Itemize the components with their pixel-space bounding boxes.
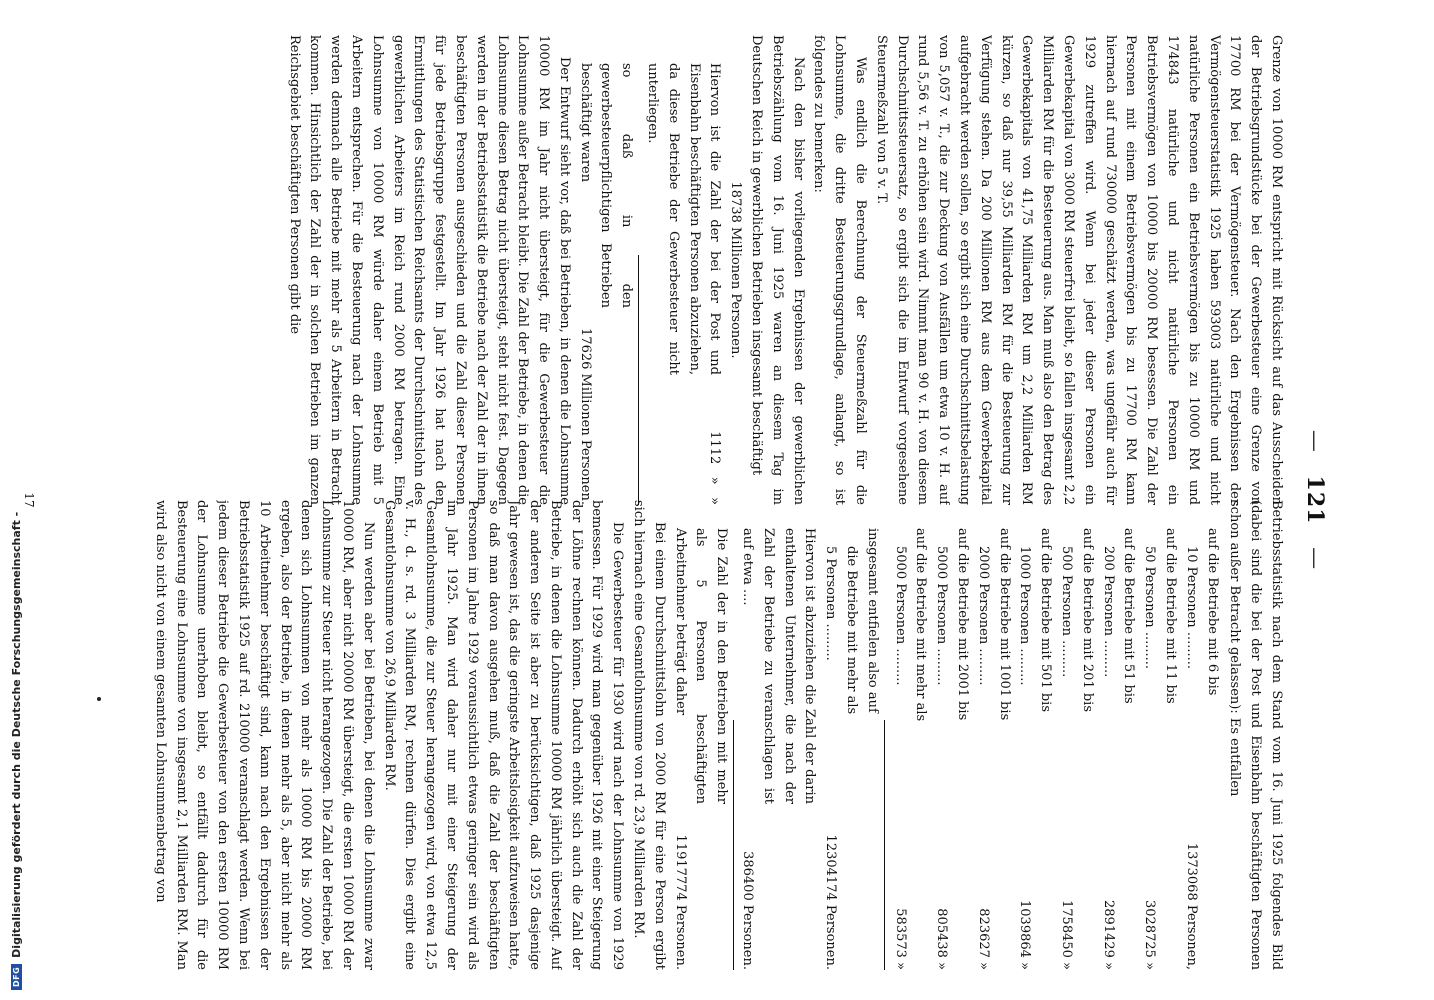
sheet-number: 17: [22, 492, 36, 508]
deduction-row: Hiervon ist die Zahl der bei der Post und Eisenbahn beschäftigten Personen abzuziehen, da diese Betriebe der Gewerbesteuer nicht unterliegen. 1112 » »: [645, 63, 723, 505]
paragraph: Die Gewerbesteuer für 1930 wird nach der Lohnsumme von 1929 bemessen. Für 1929 wird man gegenüber 1926 mit einer Steigerung der Löhne rechnen können. Dadurch erhöht sich auch die Zahl der Betriebe, in denen die Lohnsumme 10000 RM jährlich übersteigt. Auf der anderen Seite ist aber zu berücksichtigen, daß 1925 dasjenige Jahr gewesen ist, das die geringste Arbeitslosigkeit aufzuweisen hatte, so daß man davon ausgehen muß, daß die Zahl der beschäftigten Personen im Jahre 1929 voraussichtlich etwas geringer sein wird als im Jahr 1925. Man wird daher nur mit einer Steigerung der Gesamtlohnsumme, die zur Steuer herangezogen wird, von etwa 12,5 v. H., d. s. rd. 3 Milliarden RM, rechnen dürfen. Dies ergibt eine Gesamtlohnsumme von 26,9 Milliarden RM.: [381, 500, 626, 970]
page-number: 121: [1302, 475, 1328, 525]
page-dot: [97, 697, 101, 701]
table-row: auf die Betriebe mit 6 bis: [1204, 528, 1220, 696]
result-row: so daß in den gewerbesteuerpflichtigen Betrieben beschäftigt waren 17626 Millionen Personen.: [577, 63, 635, 505]
table-row: 1000 Personen ......... 1039864 »: [1017, 546, 1033, 970]
table-row: 10 Personen ......... 1373068 Personen,: [1183, 546, 1199, 970]
table-row: auf die Betriebe mit 201 bis: [1079, 528, 1095, 712]
paragraph: Nach den bisher vorliegenden Ergebnissen der gewerblichen Betriebszählung vom 16. Juni 1925 waren an diesem Tag im Deutschen Reich in gewerblichen Betrieben insgesamt beschäftigt: [749, 35, 806, 505]
deduction-row: Hiervon ist abzuziehen die Zahl der darin enthaltenen Unternehmer, die nach der Zahl der Betriebe zu veranschlagen ist auf etwa .... 386400 Personen.: [740, 528, 818, 970]
paragraph: Grenze von 10000 RM entspricht mit Rücksicht auf das Ausscheiden der Betriebsgrundstücke bei der Gewerbesteuer eine Grenze von 17700 RM bei der Vermögensteuer. Nach den Ergebnissen der Vermögensteuerstatistik 1925 haben 593003 natürliche und nicht natürliche Personen ein Betriebsvermögen bis zu 10000 RM und 174843 natürliche und nicht natürliche Personen ein Betriebsvermögen von 10000 bis 20000 RM besessen. Die Zahl der Personen mit einem Betriebsvermögen bis zu 17700 RM kann hiernach auf rund 730000 geschätzt werden, was ungefähr auch für 1929 zutreffen wird. Wenn bei jeder dieser Personen ein Gewerbekapital von 3000 RM steuerfrei bleibt, so fallen insgesamt 2,2 Milliarden RM für die Besteuerung aus. Man muß also den Betrag des Gewerbekapitals von 41,75 Milliarden RM um 2,2 Milliarden RM kürzen, so daß nur 39,55 Milliarden RM für die Besteuerung zur Verfügung stehen. Da 200 Millionen RM aus dem Gewerbekapital aufgebracht werden sollen, so ergibt sich eine Durchschnittsbelastung von 5,057 v. T., die zur Deckung von Ausfällen um etwa 10 v. H. auf rund 5,56 v. T. zu erhöhen sein wird. Nimmt man 90 v. H. von diesem Durchschnittssteuersatz, so ergibt sich die im Entwurf vorgesehene Steuermeßzahl von 5 v. T.: [873, 35, 1284, 505]
result-row: Die Zahl der in den Betrieben mit mehr als 5 Personen beschäftigten Arbeitnehmer beträgt daher 11917774 Personen.: [672, 528, 730, 970]
dfg-logo-icon: DFG: [11, 964, 22, 990]
sum-rule: [638, 255, 639, 505]
sum-row: insgesamt entfielen also auf: [864, 528, 880, 713]
table-row: 5000 Personen ......... 583573 »: [892, 546, 908, 970]
paragraph: Bei einem Durchschnittslohn von 2000 RM für eine Person ergibt sich hiernach eine Gesamtlohnsumme von rd. 23,9 Milliarden RM.: [631, 500, 667, 970]
sum-rule: [884, 720, 885, 970]
paragraph: Der Entwurf sieht vor, daß bei Betrieben, in denen die Lohnsumme 10000 RM im Jahr nicht übersteigt, für die Gewerbesteuer die Lohnsumme außer Betracht bleibt. Die Zahl der Betriebe, in denen die Lohnsumme diesen Betrag nicht übersteigt, steht nicht fest. Dagegen werden in der Betriebsstatistik die Betriebe nach der Zahl der in ihnen beschäftigten Personen ausgeschieden und die Zahl dieser Personen für jede Betriebsgruppe festgestellt. Im Jahr 1926 hat nach den Ermittlungen des Statistischen Reichsamts der Durchschnittslohn des gewerblichen Arbeiters im Reich rund 2000 RM betragen. Eine Lohnsumme von 10000 RM würde daher einem Betrieb mit 5 Arbeitern entsprechen. Für die Besteuerung nach der Lohnsumme werden demnach alle Betriebe mit mehr als 5 Arbeitern in Betracht kommen. Hinsichtlich der Zahl der in solchen Betrieben im ganzen Reichsgebiet beschäftigten Personen gibt die: [286, 35, 572, 505]
table-row: auf die Betriebe mit 1001 bis: [996, 528, 1012, 721]
right-text-column: [121, 500, 1286, 970]
table-row: auf die Betriebe mit 11 bis: [1163, 528, 1179, 704]
paragraph: Nun werden aber bei Betrieben, bei denen die Lohnsumme zwar 10000 RM, aber nicht 20000 RM übersteigt, die ersten 10000 RM der Lohnsumme zur Steuer nicht herangezogen. Die Zahl der Betriebe, bei denen sich Lohnsummen von mehr als 10000 RM bis 20000 RM ergeben, also der Betriebe, in denen mehr als 5, aber nicht mehr als 10 Arbeitnehmer beschäftigt sind, kann nach den Ergebnissen der Betriebsstatistik 1925 auf rd. 210000 veranschlagt werden. Wenn bei jedem dieser Betriebe die Gewerbesteuer von den ersten 10000 RM der Lohnsumme unerhoben bleibt, so entfällt dadurch für die Besteuerung eine Lohnsumme von insgesamt 2,1 Milliarden RM. Man wird also nicht von einem gesamten Lohnsummenbetrag von: [152, 500, 376, 970]
table-row: auf die Betriebe mit 501 bis: [1038, 528, 1054, 712]
total-employed: 18738 Millionen Personen.: [728, 181, 744, 359]
sum-row: die Betriebe mit mehr als: [844, 546, 860, 715]
table-row: 2000 Personen ......... 823627 »: [975, 546, 991, 970]
table-row: 500 Personen ......... 1758450 »: [1059, 546, 1075, 970]
table-row: auf die Betriebe mit 51 bis: [1121, 528, 1137, 704]
table-row: auf die Betriebe mit mehr als: [913, 528, 929, 722]
sum-rule: [733, 720, 734, 970]
page-header: — 121 —: [1302, 429, 1328, 571]
employment-table: [889, 500, 1222, 970]
credit-text: Digitalisierung gefördert durch die Deutsche Forschungsgemeinschaft -: [9, 511, 23, 958]
sum-row: 5 Personen ......... 12304174 Personen.: [823, 546, 839, 970]
table-row: 200 Personen ......... 2891429 »: [1100, 546, 1116, 970]
table-row: 5000 Personen ......... 805438 »: [934, 546, 950, 970]
table-row: auf die Betriebe mit 2001 bis: [955, 528, 971, 721]
table-row: 50 Personen ......... 3028725 »: [1142, 546, 1158, 970]
paragraph: Was endlich die Berechnung der Steuermeßzahl für die Lohnsumme, die dritte Besteuerungsgrundlage, anlangt, so ist folgendes zu bemerken:: [811, 35, 869, 505]
left-text-column: [121, 35, 1286, 505]
paragraph: Betriebsstatistik nach dem Stand vom 16. Juni 1925 folgendes Bild (dabei sind die bei der Post und Eisenbahn beschäftigten Personen schon außer Betracht gelassen): Es entfallen: [1227, 500, 1284, 970]
